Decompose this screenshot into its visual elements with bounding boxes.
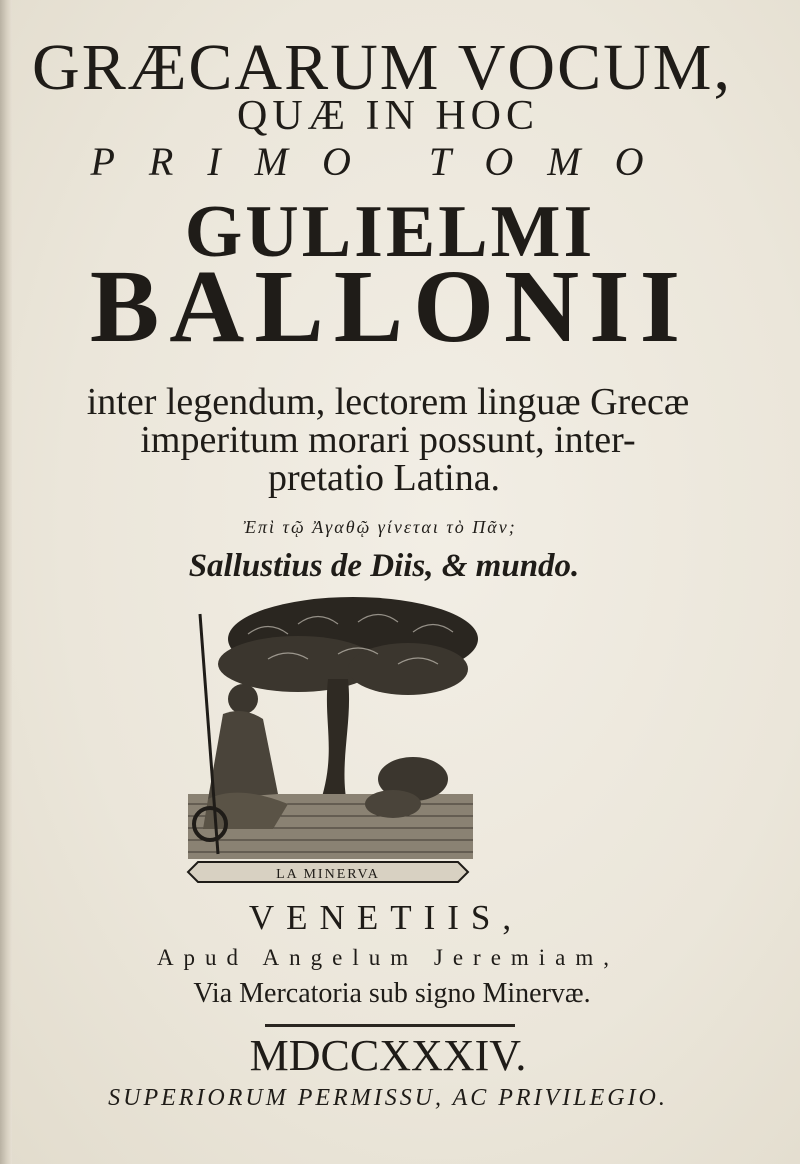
privilege-statement: SUPERIORUM PERMISSU, AC PRIVILEGIO. xyxy=(108,1085,668,1111)
divider-rule xyxy=(265,1024,515,1027)
author-last-name: BALLONII xyxy=(89,249,691,364)
purpose-line-3: pretatio Latina. xyxy=(267,457,501,499)
printer-device-icon xyxy=(178,594,478,884)
title-quae-line: QUÆ IN HOC xyxy=(237,93,539,139)
imprint-printer: Apud Angelum Jeremiam, xyxy=(156,945,620,970)
imprint-date: MDCCXXXIV. xyxy=(249,1031,527,1080)
title-heading: GRÆCARUM VOCUM, xyxy=(32,31,732,104)
imprint-city: VENETIIS, xyxy=(248,898,524,937)
greek-epigraph: Ἐπὶ τῷ Ἀγαθῷ γίνεται τὸ Πᾶν; xyxy=(243,517,517,537)
imprint-address: Via Mercatoria sub signo Minervæ. xyxy=(193,978,591,1009)
emblem-banner-text: LA MINERVA xyxy=(276,867,380,882)
epigraph-source: Sallustius de Diis, & mundo. xyxy=(188,548,580,584)
purpose-line-1: inter legendum, lectorem linguæ Grecæ xyxy=(86,381,690,423)
purpose-line-2: imperitum morari possunt, inter- xyxy=(140,419,636,461)
title-primo-tomo: PRIMO TOMO xyxy=(90,139,678,184)
author-first-name: GULIELMI xyxy=(184,191,596,273)
